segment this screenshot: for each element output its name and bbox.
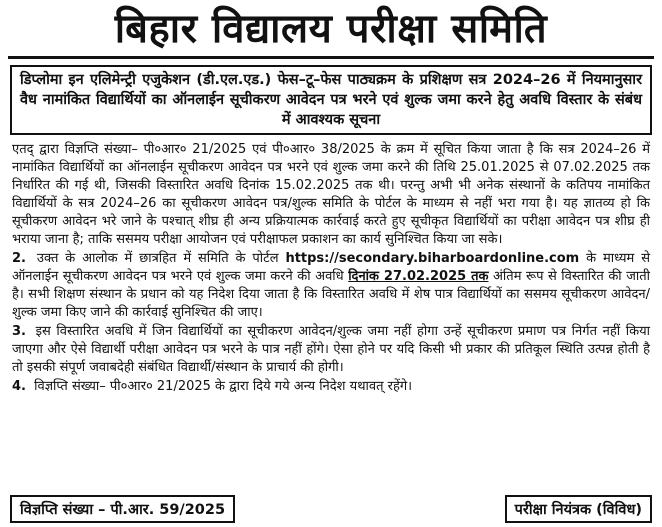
- paragraph-3: [12, 323, 650, 377]
- paragraph-2-number: 2.: [12, 251, 26, 266]
- notice-subject: डिप्लोमा इन एलिमेन्ट्री एजुकेशन (डी.एल.एड.) फेस–टू–फेस पाठ्यक्रम के प्रशिक्षण सत्र 2024–26 में नियमानुसार वैध नामांकित विद्यार्थियों का ऑनलाईन सूचीकरण आवेदन पत्र भरने एवं शुल्क जमा करने हेतु अवधि विस्तार के संबंध में आवश्यक सूचना: [10, 65, 652, 135]
- paragraph-2-text-a: उक्त के आलोक में छात्रहित में समिति के पोर्टल: [36, 251, 279, 266]
- extended-deadline: दिनांक 27.02.2025 तक: [348, 269, 489, 284]
- paragraph-4-text: विज्ञप्ति संख्या– पी०आर० 21/2025 के द्वारा दिये गये अन्य निदेश यथावत् रहेंगे।: [34, 379, 413, 394]
- page-title: बिहार विद्यालय परीक्षा समिति: [8, 6, 654, 59]
- notice-body: [12, 141, 650, 396]
- paragraph-1-text: एतद् द्वारा विज्ञप्ति संख्या– पी०आर० 21/2025 एवं पी०आर० 38/2025 के क्रम में सूचित किया जाता है कि सत्र 2024–26 में नामांकित विद्यार्थियों का ऑनलाईन सूचीकरण आवेदन पत्र भरने एवं शुल्क जमा करने की तिथि 25.01.2025 से 07.02.2025 तक निर्धारित की गई थी, जिसकी विस्तारित अवधि दिनांक 15.02.2025 तक थी। परन्तु अभी भी अनेक संस्थानों के कतिपय नामांकित विद्यार्थियों के सत्र 2024–26 का सूचीकरण आवेदन पत्र/शुल्क समिति के पोर्टल के माध्यम से नहीं भरा गया है। यह ज्ञातव्य हो कि सूचीकरण आवेदन भरे जाने के पश्चात् शीघ्र ही अन्य प्रक्रियात्मक कार्रवाई करते हुए सूचीकृत विद्यार्थियों का परीक्षा आवेदन पत्र शीघ्र ही भराया जाना है; ताकि ससमय परीक्षा आयोजन एवं परीक्षाफल प्रकाशन का कार्य सुनिश्चित किया जा सके।: [12, 142, 650, 247]
- paragraph-2: [12, 250, 650, 322]
- paragraph-1: [12, 141, 650, 249]
- notice-number: विज्ञप्ति संख्या – पी.आर. 59/2025: [10, 495, 235, 523]
- paragraph-4: [12, 378, 650, 396]
- paragraph-2-text-c: अंतिम रूप से विस्तारित की जाती है। सभी शिक्षण संस्थान के प्रधान को यह निदेश दिया जाता है कि विस्तारित अवधि में शेष पात्र विद्यार्थियों का ससमय सूचीकरण आवेदन/शुल्क जमा किए जाने की कार्रवाई सुनिश्चित की जाए।: [12, 269, 650, 320]
- notice-footer: [10, 495, 652, 523]
- paragraph-4-number: 4.: [12, 379, 26, 394]
- portal-link[interactable]: https://secondary.biharboardonline.com: [285, 251, 580, 266]
- signatory: परीक्षा नियंत्रक (विविध): [505, 495, 652, 523]
- paragraph-3-text: इस विस्तारित अवधि में जिन विद्यार्थियों का सूचीकरण आवेदन/शुल्क जमा नहीं होगा उन्हें सूचीकरण प्रमाण पत्र निर्गत नहीं किया जाएगा और ऐसे विद्यार्थी परीक्षा आवेदन पत्र भरने के पात्र नहीं होंगे। ऐसा होने पर यदि किसी भी प्रकार की प्रतिकूल स्थिति उत्पन्न होती है तो इसकी संपूर्ण जवाबदेही संबंधित विद्यार्थी/संस्थान के प्राचार्य की होगी।: [12, 324, 650, 375]
- paragraph-2-text-b: के माध्यम से ऑनलाईन सूचीकरण आवेदन पत्र भरने एवं शुल्क जमा करने की अवधि: [12, 251, 650, 284]
- paragraph-3-number: 3.: [12, 324, 26, 339]
